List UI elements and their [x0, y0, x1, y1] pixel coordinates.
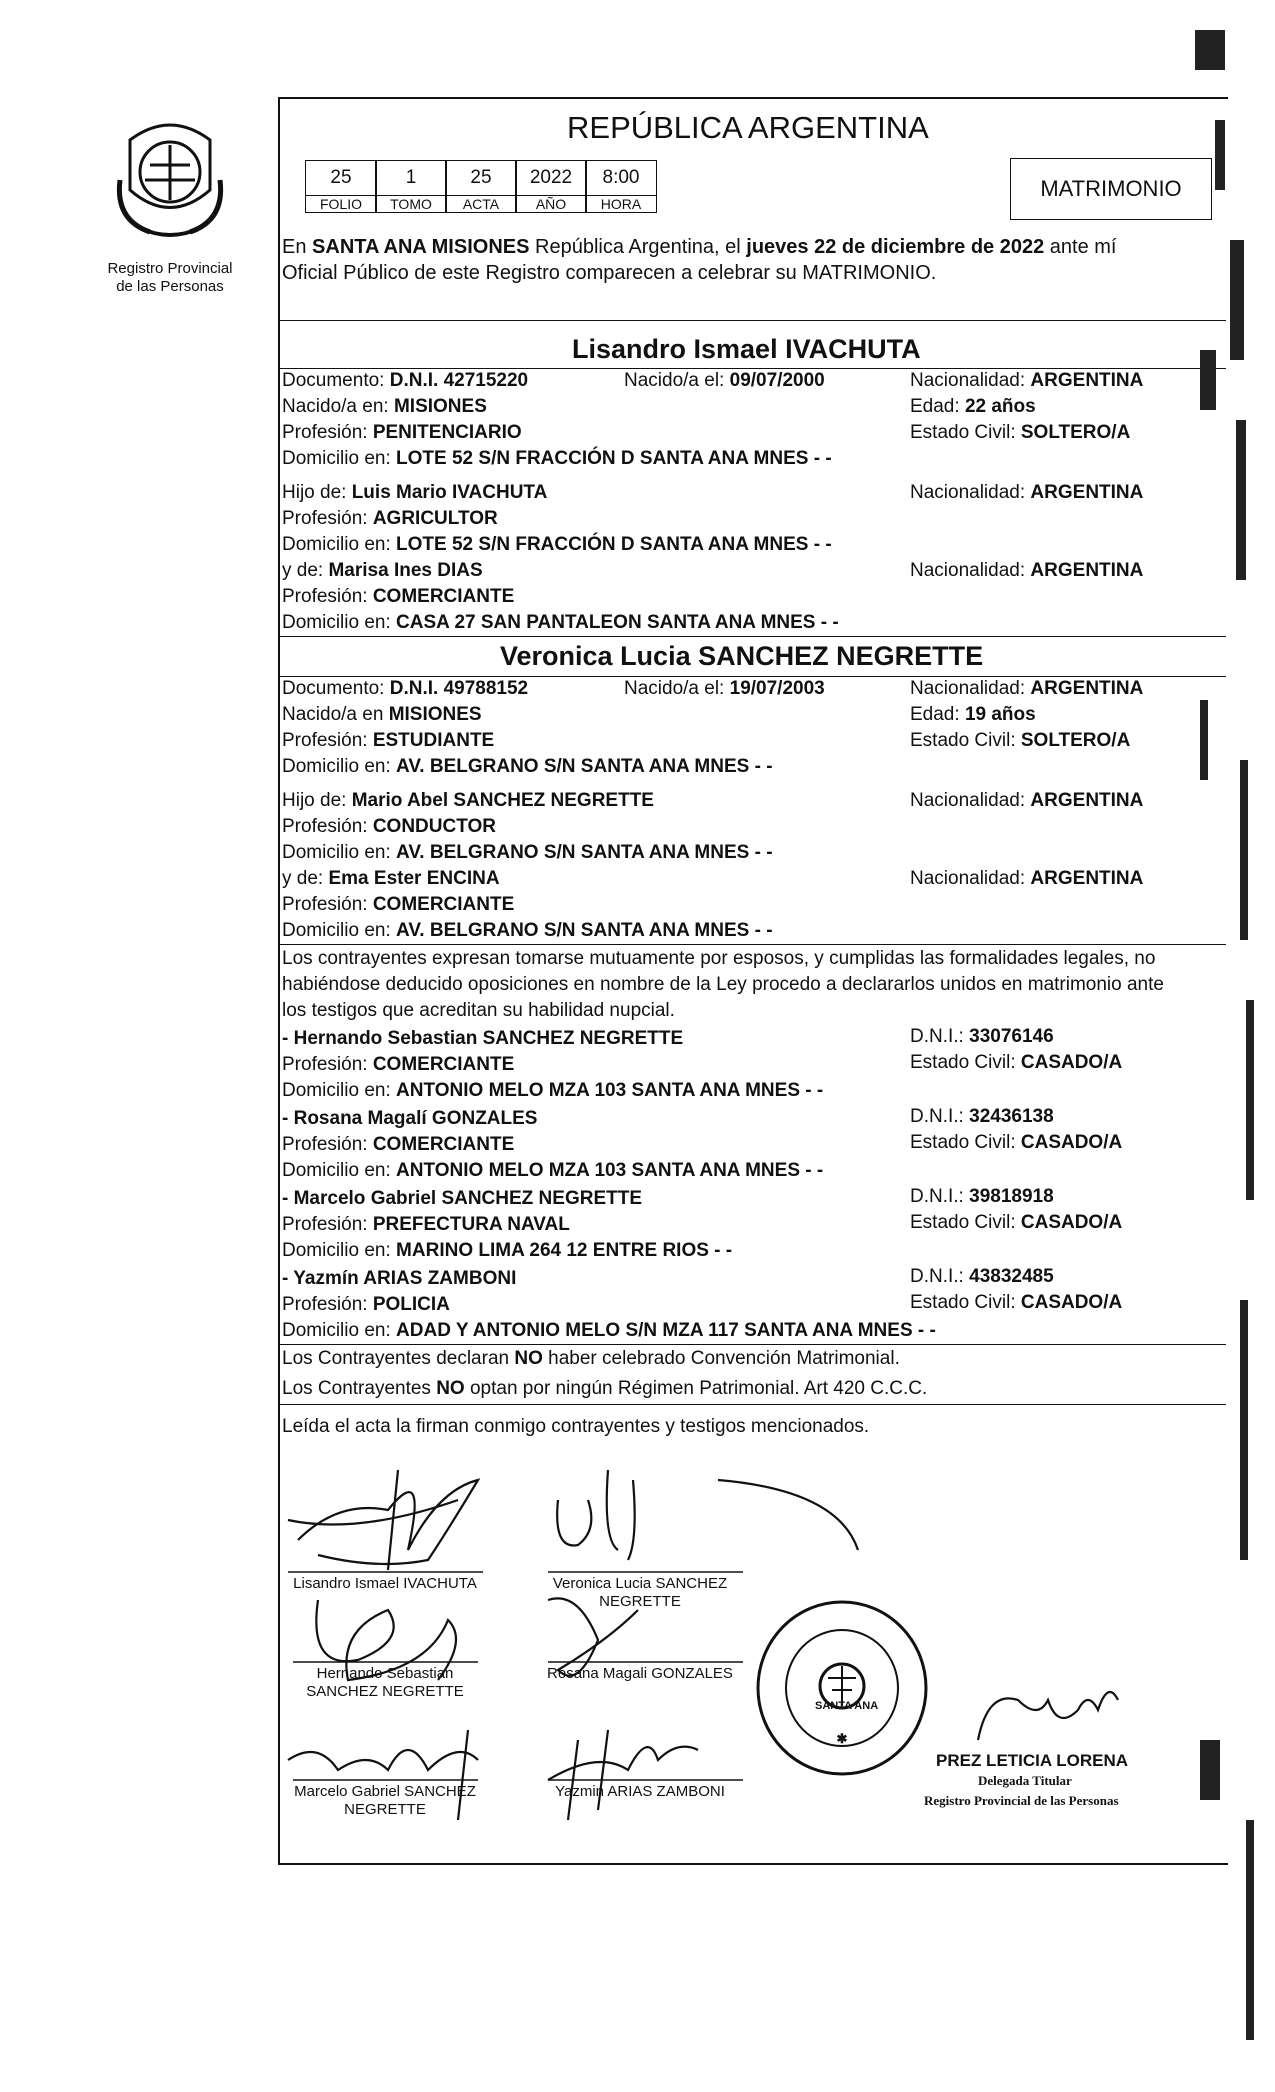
witness-profession: Profesión: COMERCIANTE: [282, 1054, 515, 1075]
acta-value: 25: [445, 160, 517, 196]
divider: [278, 368, 1226, 369]
groom-civil-status: Estado Civil: SOLTERO/A: [910, 422, 1131, 443]
bride-father: Hijo de: Mario Abel SANCHEZ NEGRETTE: [282, 790, 654, 811]
witness-name: - Marcelo Gabriel SANCHEZ NEGRETTE: [282, 1188, 643, 1209]
groom-address: Domicilio en: LOTE 52 S/N FRACCIÓN D SANTA ANA MNES - -: [282, 448, 832, 469]
closing-text: Leída el acta la firman conmigo contrayentes y testigos mencionados.: [282, 1416, 870, 1437]
declaration-line-1: Los contrayentes expresan tomarse mutuamente por esposos, y cumplidas las formalidades legales, no: [282, 948, 1156, 969]
groom-birthdate: Nacido/a el: 09/07/2000: [624, 370, 825, 391]
bride-nationality: Nacionalidad: ARGENTINA: [910, 678, 1144, 699]
groom-father-profession: Profesión: AGRICULTOR: [282, 508, 498, 529]
regime-line-1: Los Contrayentes declaran NO haber celebrado Convención Matrimonial.: [282, 1348, 900, 1369]
witness-address: Domicilio en: ANTONIO MELO MZA 103 SANTA ANA MNES - -: [282, 1160, 824, 1181]
signature-label-witness-3b: NEGRETTE: [344, 1801, 426, 1818]
tomo-value: 1: [375, 160, 447, 196]
bride-document: Documento: D.N.I. 49788152: [282, 678, 529, 699]
witness-profession: Profesión: COMERCIANTE: [282, 1134, 515, 1155]
witness-civil-status: Estado Civil: CASADO/A: [910, 1212, 1123, 1233]
witness-profession: Profesión: POLICIA: [282, 1294, 450, 1315]
coat-of-arms-icon: [110, 110, 230, 250]
groom-profession: Profesión: PENITENCIARIO: [282, 422, 522, 443]
declaration-line-2: habiéndose deducido oposiciones en nombre de la Ley procedo a declararlos unidos en matrimonio ante: [282, 974, 1164, 995]
witness-name: - Yazmín ARIAS ZAMBONI: [282, 1268, 517, 1289]
bride-name: Veronica Lucia SANCHEZ NEGRETTE: [500, 641, 984, 671]
groom-age: Edad: 22 años: [910, 396, 1036, 417]
divider: [278, 320, 1226, 321]
seal-icon: [752, 1598, 932, 1778]
seal-center-text: SANTA ANA: [815, 1700, 879, 1712]
regime-line-2: Los Contrayentes NO optan por ningún Régimen Patrimonial. Art 420 C.C.C.: [282, 1378, 928, 1399]
tomo-label: TOMO: [375, 196, 447, 213]
divider: [278, 676, 1226, 677]
bride-birthplace: Nacido/a en MISIONES: [282, 704, 482, 725]
bride-father-address: Domicilio en: AV. BELGRANO S/N SANTA ANA MNES - -: [282, 842, 773, 863]
bride-mother-address: Domicilio en: AV. BELGRANO S/N SANTA ANA MNES - -: [282, 920, 773, 941]
groom-father-address: Domicilio en: LOTE 52 S/N FRACCIÓN D SANTA ANA MNES - -: [282, 534, 832, 555]
witness-dni: D.N.I.: 43832485: [910, 1266, 1054, 1287]
bride-father-profession: Profesión: CONDUCTOR: [282, 816, 496, 837]
signature-label-witness-2: Rosana Magali GONZALES: [547, 1665, 733, 1682]
intro-line-1: En SANTA ANA MISIONES República Argentina, el jueves 22 de diciembre de 2022 ante mí: [282, 236, 1117, 258]
declaration-line-3: los testigos que acreditan su habilidad nupcial.: [282, 1000, 675, 1021]
registry-name-2: de las Personas: [116, 278, 224, 295]
bride-mother-profession: Profesión: COMERCIANTE: [282, 894, 515, 915]
groom-mother-nationality: Nacionalidad: ARGENTINA: [910, 560, 1144, 581]
witness-address: Domicilio en: MARINO LIMA 264 12 ENTRE RIOS - -: [282, 1240, 733, 1261]
country-title: REPÚBLICA ARGENTINA: [567, 110, 929, 145]
official-office: Registro Provincial de las Personas: [924, 1793, 1119, 1808]
witness-address: Domicilio en: ANTONIO MELO MZA 103 SANTA ANA MNES - -: [282, 1080, 824, 1101]
seal-ring-text: DELEGACIÓN DEL REGISTRO PROVINCIAL DE LAS PERSONAS: [760, 1782, 1006, 1791]
year-value: 2022: [515, 160, 587, 196]
witness-address: Domicilio en: ADAD Y ANTONIO MELO S/N MZA 117 SANTA ANA MNES - -: [282, 1320, 936, 1341]
groom-mother-address: Domicilio en: CASA 27 SAN PANTALEON SANTA ANA MNES - -: [282, 612, 839, 633]
witness-name: - Hernando Sebastian SANCHEZ NEGRETTE: [282, 1028, 684, 1049]
signature-label-bride-2: NEGRETTE: [599, 1593, 681, 1610]
signature-label-bride-1: Veronica Lucia SANCHEZ: [552, 1575, 728, 1592]
witness-dni: D.N.I.: 32436138: [910, 1106, 1054, 1127]
witness-civil-status: Estado Civil: CASADO/A: [910, 1292, 1123, 1313]
bride-father-nationality: Nacionalidad: ARGENTINA: [910, 790, 1144, 811]
groom-father: Hijo de: Luis Mario IVACHUTA: [282, 482, 548, 503]
groom-mother: y de: Marisa Ines DIAS: [282, 560, 483, 581]
year-label: AÑO: [515, 196, 587, 213]
signature-label-witness-1b: SANCHEZ NEGRETTE: [306, 1683, 464, 1700]
witness-civil-status: Estado Civil: CASADO/A: [910, 1132, 1123, 1153]
official-seal: [752, 1598, 932, 1778]
intro-line-2: Oficial Público de este Registro comparecen a celebrar su MATRIMONIO.: [282, 262, 937, 284]
official-name: PREZ LETICIA LORENA: [936, 1751, 1129, 1770]
signature-label-groom: Lisandro Ismael IVACHUTA: [293, 1575, 477, 1592]
bride-mother-nationality: Nacionalidad: ARGENTINA: [910, 868, 1144, 889]
witness-name: - Rosana Magalí GONZALES: [282, 1108, 538, 1129]
bride-address: Domicilio en: AV. BELGRANO S/N SANTA ANA MNES - -: [282, 756, 773, 777]
official-title: Delegada Titular: [978, 1773, 1072, 1788]
groom-document: Documento: D.N.I. 42715220: [282, 370, 529, 391]
bride-birthdate: Nacido/a el: 19/07/2003: [624, 678, 825, 699]
witness-dni: D.N.I.: 39818918: [910, 1186, 1054, 1207]
registry-name: Registro Provincial: [107, 260, 233, 277]
signature-label-witness-4: Yazmin ARIAS ZAMBONI: [555, 1783, 725, 1800]
groom-mother-profession: Profesión: COMERCIANTE: [282, 586, 515, 607]
groom-nationality: Nacionalidad: ARGENTINA: [910, 370, 1144, 391]
bride-civil-status: Estado Civil: SOLTERO/A: [910, 730, 1131, 751]
bride-mother: y de: Ema Ester ENCINA: [282, 868, 500, 889]
groom-name: Lisandro Ismael IVACHUTA: [572, 334, 921, 364]
witness-civil-status: Estado Civil: CASADO/A: [910, 1052, 1123, 1073]
acta-label: ACTA: [445, 196, 517, 213]
registry-logo: [110, 110, 230, 250]
bride-age: Edad: 19 años: [910, 704, 1036, 725]
groom-father-nationality: Nacionalidad: ARGENTINA: [910, 482, 1144, 503]
bride-profession: Profesión: ESTUDIANTE: [282, 730, 495, 751]
divider: [278, 944, 1226, 945]
folio-label: FOLIO: [305, 196, 377, 213]
act-type-box: MATRIMONIO: [1010, 158, 1212, 220]
divider: [278, 1344, 1226, 1345]
signature-label-witness-1a: Hernando Sebastian: [316, 1665, 454, 1682]
signature-label-witness-3a: Marcelo Gabriel SANCHEZ: [294, 1783, 476, 1800]
hour-label: HORA: [585, 196, 657, 213]
divider: [278, 1404, 1226, 1405]
folio-value: 25: [305, 160, 377, 196]
groom-birthplace: Nacido/a en: MISIONES: [282, 396, 487, 417]
divider: [278, 636, 1226, 637]
witness-profession: Profesión: PREFECTURA NAVAL: [282, 1214, 570, 1235]
svg-text:✱: ✱: [836, 1732, 848, 1747]
hour-value: 8:00: [585, 160, 657, 196]
witness-dni: D.N.I.: 33076146: [910, 1026, 1054, 1047]
